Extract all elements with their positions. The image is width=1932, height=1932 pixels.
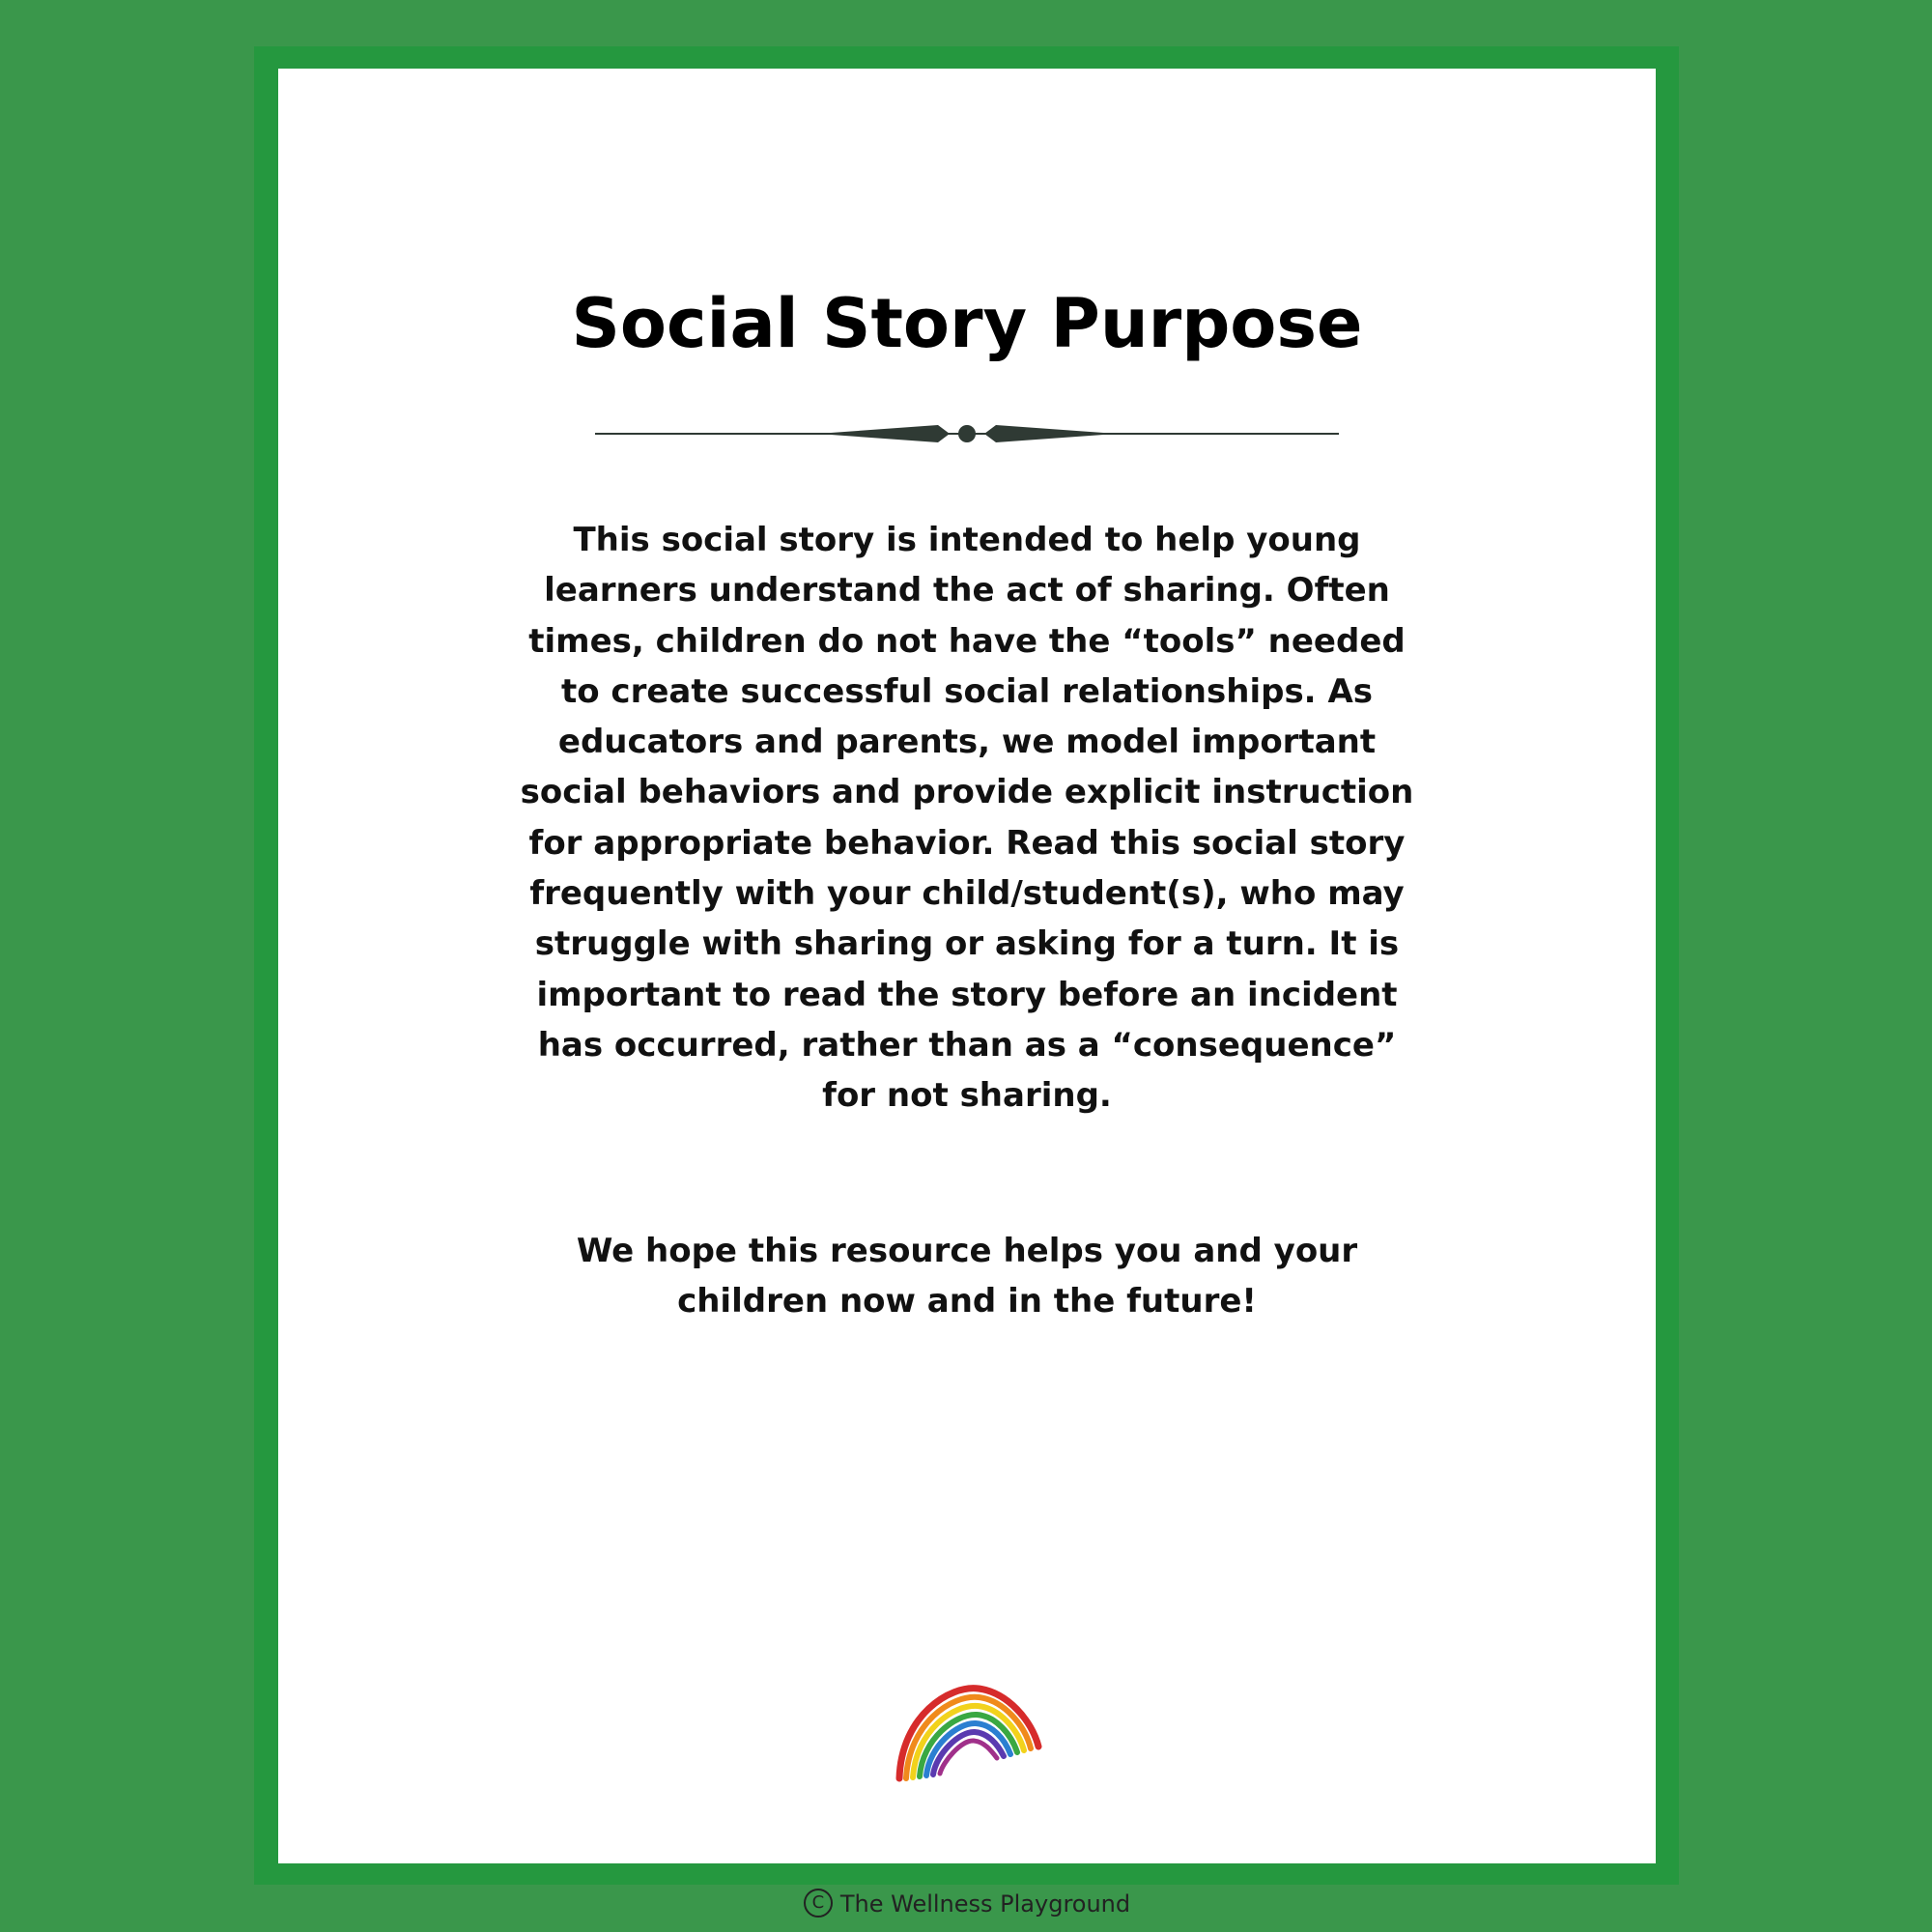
document-page <box>278 69 1656 1918</box>
closing-paragraph: We hope this resource helps you and your children now and in the future! <box>576 1232 1358 1321</box>
footer-credit <box>278 1888 1656 1920</box>
ornamental-divider-icon <box>595 414 1339 453</box>
page-title: Social Story Purpose <box>571 284 1363 363</box>
rainbow-logo-icon <box>892 1677 1046 1783</box>
copyright-icon: C <box>804 1889 833 1918</box>
purpose-paragraph: This social story is intended to help young learners understand the act of sharing. Often times, children do not have the “tools” needed to create successful social relationships. As educators and parents, we model important social behaviors and provide explicit instruction for appropriate behavior. Read this social story frequently with your child/student(s), who may struggle with sharing or asking for a turn. It is important to read the story before an incident has occurred, rather than as a “consequence” for not sharing. <box>520 521 1414 1116</box>
footer-brand-text: The Wellness Playground <box>839 1890 1131 1918</box>
